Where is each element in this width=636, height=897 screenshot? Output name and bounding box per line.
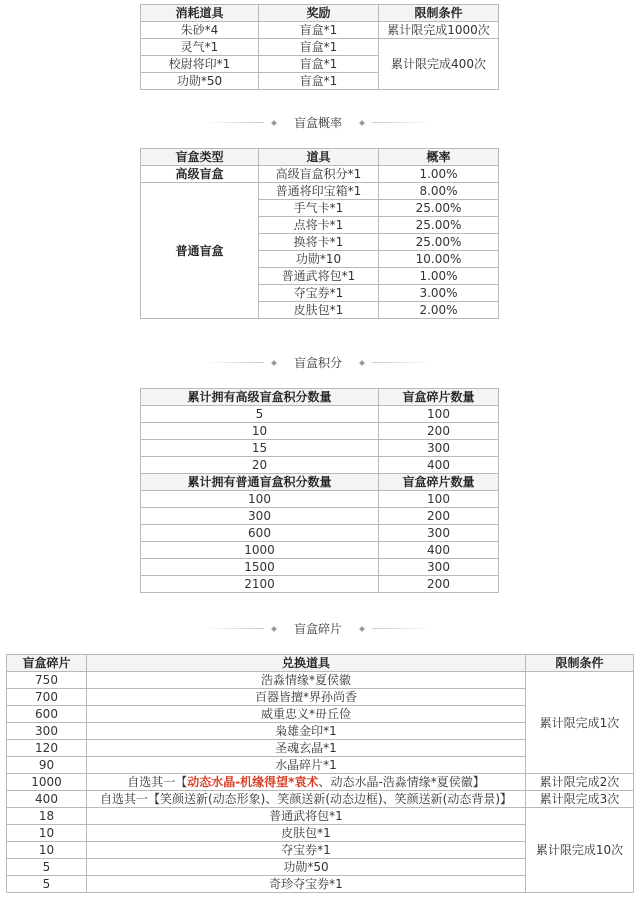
table-cell: 20 <box>141 457 379 474</box>
table-cell: 1.00% <box>379 268 499 285</box>
table-cell: 90 <box>7 757 87 774</box>
table-cell: 浩淼情缘*夏侯徽 <box>87 672 526 689</box>
limit-cell: 累计限完成2次 <box>526 774 634 791</box>
table-cell: 盲盒*1 <box>259 22 379 39</box>
table-cell: 200 <box>379 576 499 593</box>
type-cell: 高级盲盒 <box>141 166 259 183</box>
table-cell: 300 <box>379 559 499 576</box>
table-cell: 百器皆擅*界孙尚香 <box>87 689 526 706</box>
divider-line <box>372 628 432 629</box>
table-cell: 400 <box>379 542 499 559</box>
table-cell: 700 <box>7 689 87 706</box>
table-cell: 300 <box>379 525 499 542</box>
col-header-rate: 概率 <box>379 149 499 166</box>
col-header-item: 道具 <box>259 149 379 166</box>
table-cell: 18 <box>7 808 87 825</box>
col-header-item: 兑换道具 <box>87 655 526 672</box>
table-cell: 100 <box>141 491 379 508</box>
table-cell: 枭雄金印*1 <box>87 723 526 740</box>
table-cell: 夺宝券*1 <box>259 285 379 302</box>
divider-line <box>372 362 432 363</box>
highlight-item: 动态水晶-机缘得望*袁术 <box>187 775 319 789</box>
col-header-frag: 盲盒碎片 <box>7 655 87 672</box>
table-cell: 1500 <box>141 559 379 576</box>
section-title: 盲盒积分 <box>293 356 342 370</box>
table-cell: 1000 <box>7 774 87 791</box>
table-cell: 3.00% <box>379 285 499 302</box>
table-cell: 400 <box>7 791 87 808</box>
table-cell: 夺宝券*1 <box>87 842 526 859</box>
table-cell: 盲盒*1 <box>259 56 379 73</box>
table-cell: 10.00% <box>379 251 499 268</box>
col-header-frag: 盲盒碎片数量 <box>379 474 499 491</box>
table-cell: 10 <box>7 842 87 859</box>
table-cell: 600 <box>7 706 87 723</box>
col-header-item: 消耗道具 <box>141 5 259 22</box>
probability-table <box>140 148 499 319</box>
diamond-icon <box>359 360 365 366</box>
table-cell: 5 <box>7 859 87 876</box>
type-cell: 普通盲盒 <box>141 183 259 319</box>
col-header-limit: 限制条件 <box>526 655 634 672</box>
table-cell: 10 <box>7 825 87 842</box>
section-heading-points <box>0 354 636 371</box>
table-cell: 高级盲盒积分*1 <box>259 166 379 183</box>
divider-line <box>372 122 432 123</box>
table-cell: 300 <box>7 723 87 740</box>
limit-cell: 累计限完成3次 <box>526 791 634 808</box>
table-cell: 2100 <box>141 576 379 593</box>
table-cell: 1.00% <box>379 166 499 183</box>
table-cell: 功勋*50 <box>141 73 259 90</box>
points-table <box>140 388 499 593</box>
table-cell: 2.00% <box>379 302 499 319</box>
table-cell: 水晶碎片*1 <box>87 757 526 774</box>
table-cell: 10 <box>141 423 379 440</box>
table-cell: 25.00% <box>379 234 499 251</box>
table-cell: 皮肤包*1 <box>87 825 526 842</box>
limit-cell: 累计限完成400次 <box>379 39 499 90</box>
section-title: 盲盒概率 <box>293 116 342 130</box>
table-cell: 600 <box>141 525 379 542</box>
table-cell: 手气卡*1 <box>259 200 379 217</box>
diamond-icon <box>271 360 277 366</box>
table-cell: 校尉将印*1 <box>141 56 259 73</box>
table-cell: 自选其一【笑颜送新(动态形象)、笑颜送新(动态边框)、笑颜送新(动态背景)】 <box>87 791 526 808</box>
table-cell: 5 <box>7 876 87 893</box>
exchange-table <box>6 654 634 893</box>
table-cell: 功勋*10 <box>259 251 379 268</box>
table-cell: 750 <box>7 672 87 689</box>
col-header-count: 累计拥有高级盲盒积分数量 <box>141 389 379 406</box>
table-cell: 15 <box>141 440 379 457</box>
col-header-reward: 奖励 <box>259 5 379 22</box>
table-cell: 皮肤包*1 <box>259 302 379 319</box>
table-cell: 5 <box>141 406 379 423</box>
table-cell: 朱砂*4 <box>141 22 259 39</box>
diamond-icon <box>359 626 365 632</box>
divider-line <box>204 122 264 123</box>
table-cell: 盲盒*1 <box>259 73 379 90</box>
table-cell: 威重忠义*毌丘俭 <box>87 706 526 723</box>
table-cell: 功勋*50 <box>87 859 526 876</box>
table-cell: 普通武将包*1 <box>87 808 526 825</box>
table-cell: 普通武将包*1 <box>259 268 379 285</box>
table-cell: 300 <box>141 508 379 525</box>
table-cell: 25.00% <box>379 200 499 217</box>
table-cell: 普通将印宝箱*1 <box>259 183 379 200</box>
table-cell: 100 <box>379 406 499 423</box>
table-cell: 100 <box>379 491 499 508</box>
table-cell: 1000 <box>141 542 379 559</box>
table-cell: 200 <box>379 508 499 525</box>
diamond-icon <box>271 120 277 126</box>
limit-cell: 累计限完成1次 <box>526 672 634 774</box>
table-cell: 灵气*1 <box>141 39 259 56</box>
divider-line <box>204 362 264 363</box>
choice-suffix: 、动态水晶-浩淼情缘*夏侯徽】 <box>318 775 485 789</box>
table-cell: 圣魂玄晶*1 <box>87 740 526 757</box>
limit-cell: 累计限完成10次 <box>526 808 634 893</box>
table-cell: 换将卡*1 <box>259 234 379 251</box>
col-header-count: 累计拥有普通盲盒积分数量 <box>141 474 379 491</box>
table-cell: 120 <box>7 740 87 757</box>
col-header-type: 盲盒类型 <box>141 149 259 166</box>
table-cell: 25.00% <box>379 217 499 234</box>
table-cell: 8.00% <box>379 183 499 200</box>
divider-line <box>204 628 264 629</box>
diamond-icon <box>359 120 365 126</box>
choice-prefix: 自选其一【 <box>127 775 188 789</box>
limit-cell: 累计限完成1000次 <box>379 22 499 39</box>
diamond-icon <box>271 626 277 632</box>
section-title: 盲盒碎片 <box>293 622 342 636</box>
table-cell: 400 <box>379 457 499 474</box>
table-cell: 奇珍夺宝券*1 <box>87 876 526 893</box>
table-cell: 200 <box>379 423 499 440</box>
col-header-frag: 盲盒碎片数量 <box>379 389 499 406</box>
table-cell: 盲盒*1 <box>259 39 379 56</box>
section-heading-fragments <box>0 620 636 637</box>
section-heading-probability <box>0 114 636 131</box>
col-header-limit: 限制条件 <box>379 5 499 22</box>
table-cell <box>87 774 526 791</box>
table-cell: 300 <box>379 440 499 457</box>
consume-table <box>140 4 499 90</box>
table-cell: 点将卡*1 <box>259 217 379 234</box>
